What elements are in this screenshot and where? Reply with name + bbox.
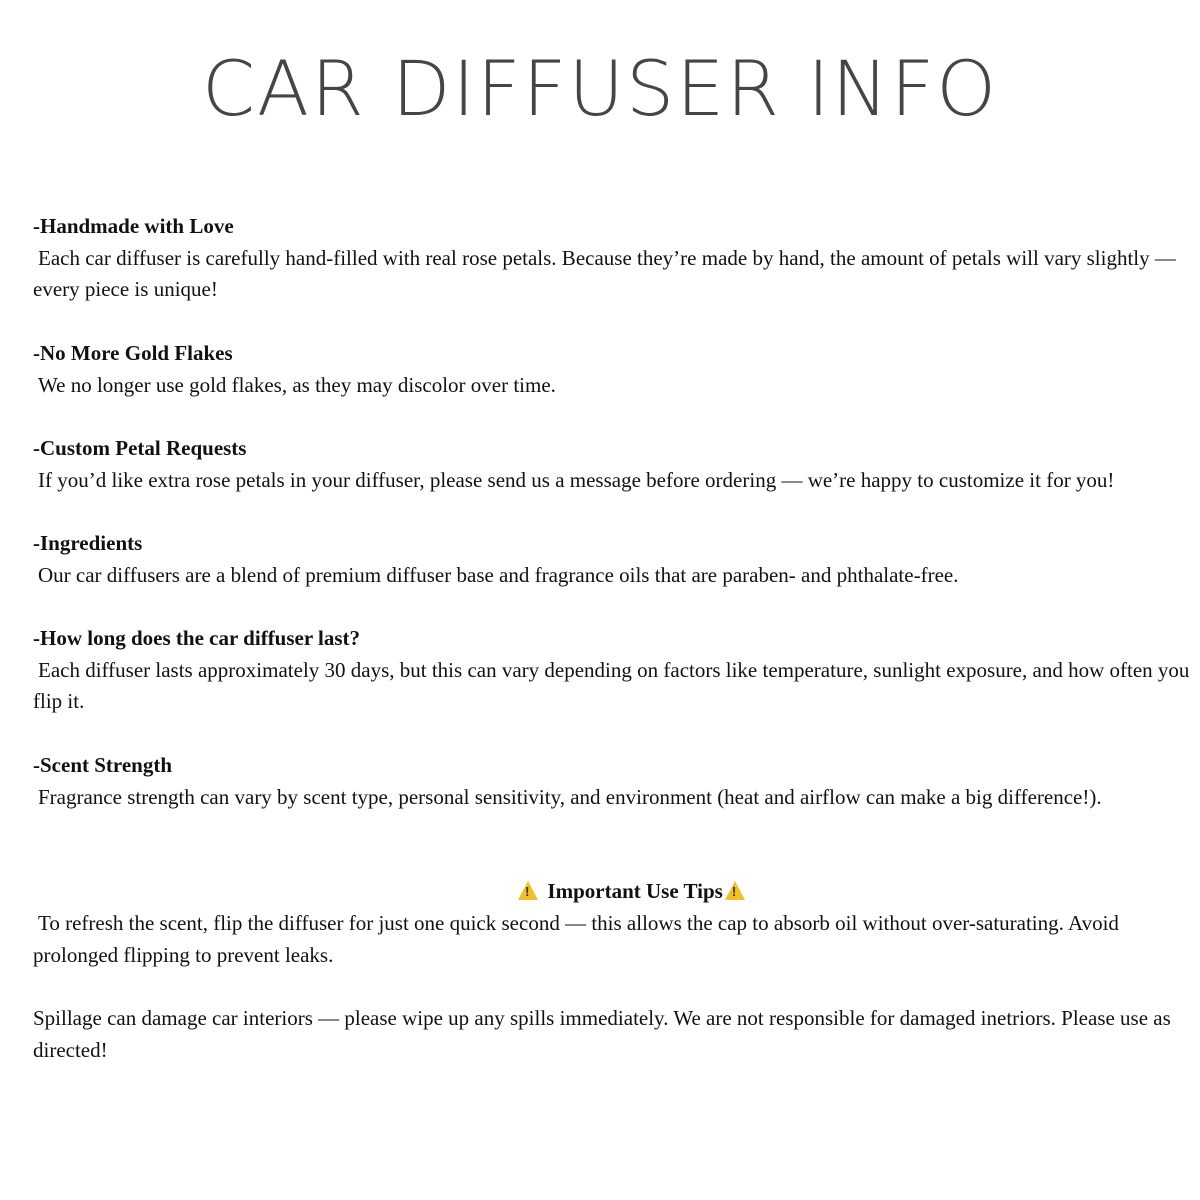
warning-icon (725, 881, 745, 900)
section-heading: -How long does the car diffuser last? (33, 626, 361, 651)
page-title: CAR DIFFUSER INFO (201, 44, 999, 133)
section-scent-strength (33, 750, 1195, 813)
section-heading: -Ingredients (33, 530, 143, 555)
section-body: Each diffuser lasts approximately 30 days, but this can vary depending on factors like temperature, sunlight exposure, and how often you flip it. (33, 657, 1190, 714)
section-heading: -Handmade with Love (33, 214, 234, 238)
tips-paragraph-spillage: Spillage can damage car interiors — please wipe up any spills immediately. We are not responsible for damaged inetriors. Please use as directed! (33, 1006, 1171, 1062)
section-body: We no longer use gold flakes, as they may discolor over time. (38, 372, 556, 397)
section-heading: -Custom Petal Requests (33, 435, 247, 460)
section-duration (33, 623, 1195, 718)
section-body: Each car diffuser is carefully hand-filled with real rose petals. Because they’re made by hand, the amount of petals will vary slightly — every piece is unique! (33, 245, 1176, 302)
section-handmade (33, 211, 1195, 306)
important-tips (33, 876, 1195, 1066)
section-heading: -Scent Strength (33, 752, 173, 777)
info-content (33, 211, 1195, 1098)
section-heading: -No More Gold Flakes (33, 340, 233, 365)
tips-paragraph-flip: To refresh the scent, flip the diffuser for just one quick second — this allows the cap to absorb oil without over-saturating. Avoid prolonged flipping to prevent leaks. (33, 910, 1119, 967)
section-body: Our car diffusers are a blend of premium diffuser base and fragrance oils that are paraben- and phthalate-free. (38, 562, 959, 587)
tips-heading-label: Important Use Tips (547, 879, 723, 904)
tips-heading (33, 876, 1195, 908)
section-ingredients (33, 528, 1195, 591)
section-custom-petals (33, 433, 1195, 496)
warning-icon (518, 881, 538, 900)
section-body: Fragrance strength can vary by scent type, personal sensitivity, and environment (heat and airflow can make a big difference!). (38, 784, 1102, 809)
section-gold-flakes (33, 338, 1195, 401)
section-body: If you’d like extra rose petals in your diffuser, please send us a message before ordering — we’re happy to customize it for you! (38, 467, 1115, 492)
